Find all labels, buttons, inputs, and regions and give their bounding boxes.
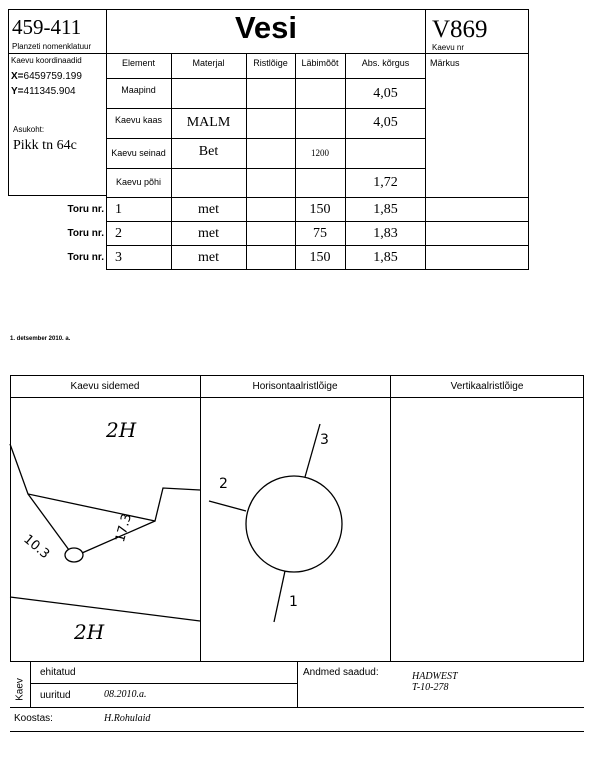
panel-title-horizontal: Horisontaalristlõige: [252, 381, 338, 392]
coord-x-value: 6459759.199: [23, 71, 82, 82]
col-header-diameter: Läbimõõt: [301, 58, 339, 68]
col-header-element: Element: [121, 58, 156, 68]
pipe-label: Toru nr.: [67, 228, 104, 239]
pipe-height: 1,85: [373, 250, 398, 265]
row-height: 1,72: [373, 175, 398, 190]
panel-title-vertical: Vertikaalristlõige: [450, 381, 524, 392]
pipe-material: met: [198, 226, 219, 241]
pipe-diameter: 150: [309, 250, 331, 265]
page-title: Vesi: [234, 10, 298, 45]
data-from-label: Andmed saadud:: [303, 667, 379, 678]
coord-y-value: 411345.904: [23, 86, 76, 97]
sketch-label-pipe-1: 1: [289, 594, 298, 610]
kaev-label: Kaev: [14, 678, 26, 701]
address-label: Asukoht:: [13, 125, 45, 134]
row-height: 4,05: [373, 86, 398, 101]
coordinates-label: Kaevu koordinaadid: [11, 56, 82, 65]
row-element: Kaevu seinad: [111, 148, 166, 158]
pipe-nr: 1: [115, 202, 122, 217]
sketch-label-dist-right: 17.3: [113, 512, 135, 544]
panel-title-sidemed: Kaevu sidemed: [70, 381, 140, 392]
built-label: ehitatud: [40, 667, 76, 678]
row-element: Maapind: [121, 85, 156, 95]
sketch-label-dist-left: 10.3: [20, 532, 53, 563]
pipe-height: 1,85: [373, 202, 398, 217]
compiled-label: Koostas:: [14, 713, 53, 724]
well-number-label: Kaevu nr: [432, 43, 465, 52]
row-material: MALM: [186, 115, 231, 130]
pipe-nr: 3: [115, 250, 122, 265]
remarks-label: Märkus: [430, 58, 460, 68]
pipe-material: met: [198, 202, 219, 217]
pipe-diameter: 75: [313, 226, 327, 241]
col-header-height: Abs. kõrgus: [361, 58, 410, 68]
map-number: 459-411: [12, 15, 82, 39]
data-from-value: HADWEST: [412, 671, 458, 682]
sketch-label-top-house: 2H: [106, 418, 137, 442]
row-element: Kaevu põhi: [115, 177, 162, 187]
pipe-height: 1,83: [373, 226, 398, 241]
pipe-label: Toru nr.: [67, 204, 104, 215]
address: Pikk tn 64c: [13, 138, 77, 153]
date-line: 1. detsember 2010. a.: [10, 336, 71, 342]
pipe-label: Toru nr.: [67, 252, 104, 263]
coord-y: [11, 86, 76, 97]
pipe-nr: 2: [115, 226, 122, 241]
sketch-label-pipe-2: 2: [219, 476, 228, 492]
map-number-label: Planzeti nomenklatuur: [12, 42, 92, 51]
coord-x: [11, 71, 82, 82]
row-height: 4,05: [373, 115, 398, 130]
coord-x-label: X=: [11, 71, 24, 82]
surveyed-value: 08.2010.a.: [104, 689, 147, 700]
data-from-value: T-10-278: [412, 682, 449, 693]
drawing-frame: [10, 375, 584, 662]
row-material: Bet: [198, 144, 219, 159]
compiled-value: H.Rohulaid: [104, 713, 151, 724]
sketch-label-bottom-house: 2H: [74, 620, 105, 644]
pipe-material: met: [198, 250, 219, 265]
row-element: Kaevu kaas: [114, 115, 163, 125]
sketch-label-pipe-3: 3: [320, 432, 329, 448]
col-header-section: Ristlõige: [253, 58, 288, 68]
well-number: V869: [432, 16, 488, 43]
surveyed-label: uuritud: [40, 690, 71, 701]
row-diameter: 1200: [311, 148, 329, 158]
col-header-material: Materjal: [192, 58, 225, 68]
pipe-diameter: 150: [309, 202, 331, 217]
coord-y-label: Y=: [11, 86, 24, 97]
